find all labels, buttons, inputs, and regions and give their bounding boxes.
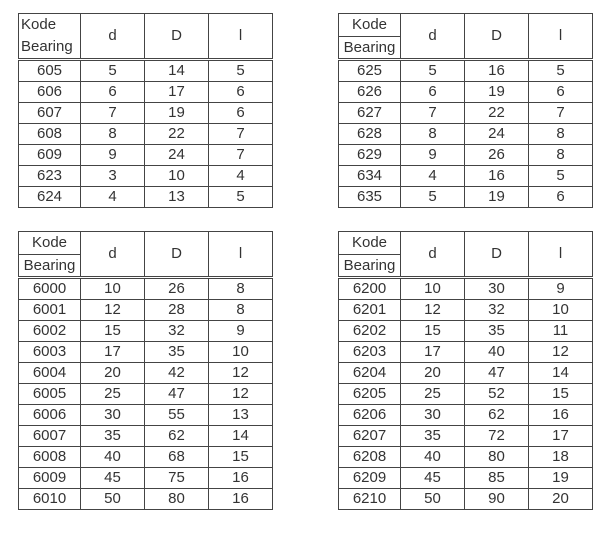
D-cell: 24	[145, 145, 209, 166]
l-cell: 15	[209, 447, 273, 468]
bearing-table-3	[18, 231, 273, 510]
kode-cell: 6200	[339, 278, 401, 300]
d-cell: 45	[401, 468, 465, 489]
kode-label: Kode	[21, 16, 57, 33]
kode-cell: 6006	[19, 405, 81, 426]
bearing-table-4	[338, 231, 593, 510]
l-cell: 12	[209, 363, 273, 384]
D-cell: 55	[145, 405, 209, 426]
table-row	[19, 447, 273, 468]
D-cell: 10	[145, 166, 209, 187]
kode-cell: 628	[339, 124, 401, 145]
kode-bearing-header	[339, 232, 401, 278]
D-cell: 19	[145, 103, 209, 124]
D-cell: 26	[465, 145, 529, 166]
l-cell: 16	[209, 468, 273, 489]
d-cell: 9	[401, 145, 465, 166]
D-cell: 72	[465, 426, 529, 447]
table-row	[339, 300, 593, 321]
d-cell: 4	[401, 166, 465, 187]
l-cell: 10	[209, 342, 273, 363]
kode-cell: 607	[19, 103, 81, 124]
d-cell: 35	[81, 426, 145, 447]
table-row	[339, 82, 593, 103]
D-cell: 16	[465, 166, 529, 187]
d-cell: 3	[81, 166, 145, 187]
D-cell: 17	[145, 82, 209, 103]
bearing-table-1	[18, 13, 273, 208]
table-row	[19, 124, 273, 145]
d-header: d	[81, 14, 145, 60]
l-header: l	[529, 14, 593, 60]
kode-cell: 6003	[19, 342, 81, 363]
l-cell: 5	[529, 166, 593, 187]
kode-label: Kode	[339, 232, 400, 255]
table-row	[19, 342, 273, 363]
table-row	[339, 405, 593, 426]
table-row	[19, 300, 273, 321]
d-cell: 6	[401, 82, 465, 103]
table-row	[339, 278, 593, 300]
d-cell: 50	[401, 489, 465, 510]
l-cell: 14	[209, 426, 273, 447]
D-cell: 13	[145, 187, 209, 208]
bearing-label: Bearing	[343, 39, 396, 56]
l-cell: 6	[209, 103, 273, 124]
l-cell: 5	[529, 60, 593, 82]
table-row	[339, 321, 593, 342]
kode-cell: 6210	[339, 489, 401, 510]
D-header: D	[145, 14, 209, 60]
D-cell: 19	[465, 82, 529, 103]
bearing-label: Bearing	[343, 257, 396, 274]
table-row	[19, 166, 273, 187]
D-cell: 80	[145, 489, 209, 510]
kode-cell: 634	[339, 166, 401, 187]
d-cell: 15	[401, 321, 465, 342]
D-cell: 14	[145, 60, 209, 82]
d-cell: 50	[81, 489, 145, 510]
l-cell: 6	[529, 187, 593, 208]
D-cell: 42	[145, 363, 209, 384]
table-row	[339, 342, 593, 363]
l-cell: 13	[209, 405, 273, 426]
d-cell: 7	[401, 103, 465, 124]
table-row	[19, 321, 273, 342]
table-header-row	[339, 14, 593, 60]
l-cell: 9	[209, 321, 273, 342]
kode-cell: 6007	[19, 426, 81, 447]
table-header-row	[19, 232, 273, 278]
d-cell: 4	[81, 187, 145, 208]
l-cell: 5	[209, 60, 273, 82]
d-cell: 8	[401, 124, 465, 145]
table-row	[339, 187, 593, 208]
l-cell: 12	[209, 384, 273, 405]
kode-cell: 6203	[339, 342, 401, 363]
l-cell: 14	[529, 363, 593, 384]
D-cell: 19	[465, 187, 529, 208]
kode-cell: 6005	[19, 384, 81, 405]
d-cell: 5	[401, 60, 465, 82]
table-row	[19, 187, 273, 208]
l-cell: 8	[529, 124, 593, 145]
d-cell: 17	[401, 342, 465, 363]
table-header-row	[339, 232, 593, 278]
l-cell: 5	[209, 187, 273, 208]
table-row	[339, 363, 593, 384]
table-row	[19, 468, 273, 489]
l-cell: 8	[209, 278, 273, 300]
table-row	[19, 145, 273, 166]
kode-cell: 6204	[339, 363, 401, 384]
kode-cell: 6001	[19, 300, 81, 321]
l-cell: 7	[209, 145, 273, 166]
kode-cell: 608	[19, 124, 81, 145]
l-cell: 20	[529, 489, 593, 510]
kode-bearing-header	[19, 232, 81, 278]
l-cell: 4	[209, 166, 273, 187]
table-row	[19, 405, 273, 426]
D-header: D	[465, 14, 529, 60]
l-cell: 6	[529, 82, 593, 103]
D-cell: 40	[465, 342, 529, 363]
D-cell: 24	[465, 124, 529, 145]
bearing-label: Bearing	[23, 257, 76, 274]
l-header: l	[209, 14, 273, 60]
kode-bearing-header	[19, 14, 81, 60]
D-header: D	[145, 232, 209, 278]
kode-cell: 625	[339, 60, 401, 82]
l-cell: 18	[529, 447, 593, 468]
kode-cell: 6004	[19, 363, 81, 384]
table-row	[339, 489, 593, 510]
l-cell: 7	[529, 103, 593, 124]
table-row	[339, 60, 593, 82]
D-cell: 35	[465, 321, 529, 342]
D-cell: 62	[145, 426, 209, 447]
kode-cell: 623	[19, 166, 81, 187]
l-cell: 10	[529, 300, 593, 321]
d-cell: 40	[401, 447, 465, 468]
kode-cell: 629	[339, 145, 401, 166]
D-header: D	[465, 232, 529, 278]
table-row	[339, 384, 593, 405]
d-header: d	[401, 14, 465, 60]
d-cell: 10	[81, 278, 145, 300]
d-header: d	[401, 232, 465, 278]
table-row	[339, 124, 593, 145]
d-cell: 8	[81, 124, 145, 145]
l-header: l	[529, 232, 593, 278]
D-cell: 26	[145, 278, 209, 300]
table-row	[19, 384, 273, 405]
d-cell: 25	[81, 384, 145, 405]
D-cell: 85	[465, 468, 529, 489]
d-cell: 25	[401, 384, 465, 405]
D-cell: 52	[465, 384, 529, 405]
D-cell: 32	[145, 321, 209, 342]
l-cell: 7	[209, 124, 273, 145]
D-cell: 68	[145, 447, 209, 468]
table-row	[19, 60, 273, 82]
kode-cell: 635	[339, 187, 401, 208]
D-cell: 22	[145, 124, 209, 145]
l-header: l	[209, 232, 273, 278]
kode-cell: 6000	[19, 278, 81, 300]
l-cell: 17	[529, 426, 593, 447]
D-cell: 90	[465, 489, 529, 510]
kode-label: Kode	[339, 14, 400, 37]
table-row	[339, 426, 593, 447]
d-cell: 30	[401, 405, 465, 426]
d-cell: 15	[81, 321, 145, 342]
d-cell: 5	[81, 60, 145, 82]
table-row	[339, 103, 593, 124]
d-cell: 12	[81, 300, 145, 321]
kode-cell: 624	[19, 187, 81, 208]
D-cell: 16	[465, 60, 529, 82]
kode-cell: 6208	[339, 447, 401, 468]
kode-cell: 6008	[19, 447, 81, 468]
kode-cell: 627	[339, 103, 401, 124]
kode-cell: 6209	[339, 468, 401, 489]
l-cell: 16	[209, 489, 273, 510]
D-cell: 32	[465, 300, 529, 321]
D-cell: 35	[145, 342, 209, 363]
table-row	[19, 489, 273, 510]
l-cell: 12	[529, 342, 593, 363]
table-row	[19, 363, 273, 384]
D-cell: 75	[145, 468, 209, 489]
D-cell: 30	[465, 278, 529, 300]
kode-cell: 6207	[339, 426, 401, 447]
kode-cell: 609	[19, 145, 81, 166]
kode-bearing-header	[339, 14, 401, 60]
table-row	[339, 145, 593, 166]
D-cell: 22	[465, 103, 529, 124]
table-row	[19, 82, 273, 103]
kode-cell: 6010	[19, 489, 81, 510]
kode-cell: 6205	[339, 384, 401, 405]
d-cell: 35	[401, 426, 465, 447]
table-row	[339, 468, 593, 489]
d-cell: 7	[81, 103, 145, 124]
bearing-label: Bearing	[21, 38, 73, 55]
l-cell: 6	[209, 82, 273, 103]
kode-cell: 6201	[339, 300, 401, 321]
kode-cell: 606	[19, 82, 81, 103]
l-cell: 9	[529, 278, 593, 300]
D-cell: 62	[465, 405, 529, 426]
kode-cell: 6009	[19, 468, 81, 489]
d-cell: 9	[81, 145, 145, 166]
d-cell: 45	[81, 468, 145, 489]
d-cell: 30	[81, 405, 145, 426]
table-row	[339, 166, 593, 187]
l-cell: 19	[529, 468, 593, 489]
l-cell: 15	[529, 384, 593, 405]
D-cell: 47	[465, 363, 529, 384]
d-cell: 17	[81, 342, 145, 363]
d-cell: 40	[81, 447, 145, 468]
d-cell: 20	[401, 363, 465, 384]
l-cell: 8	[529, 145, 593, 166]
kode-label: Kode	[19, 232, 80, 255]
table-row	[19, 426, 273, 447]
l-cell: 16	[529, 405, 593, 426]
table-header-row	[19, 14, 273, 60]
d-header: d	[81, 232, 145, 278]
kode-cell: 626	[339, 82, 401, 103]
kode-cell: 6202	[339, 321, 401, 342]
table-row	[19, 278, 273, 300]
d-cell: 20	[81, 363, 145, 384]
D-cell: 47	[145, 384, 209, 405]
kode-cell: 6002	[19, 321, 81, 342]
d-cell: 10	[401, 278, 465, 300]
D-cell: 28	[145, 300, 209, 321]
table-row	[19, 103, 273, 124]
l-cell: 11	[529, 321, 593, 342]
d-cell: 5	[401, 187, 465, 208]
bearing-table-2	[338, 13, 593, 208]
d-cell: 12	[401, 300, 465, 321]
D-cell: 80	[465, 447, 529, 468]
l-cell: 8	[209, 300, 273, 321]
d-cell: 6	[81, 82, 145, 103]
table-row	[339, 447, 593, 468]
kode-cell: 6206	[339, 405, 401, 426]
kode-cell: 605	[19, 60, 81, 82]
